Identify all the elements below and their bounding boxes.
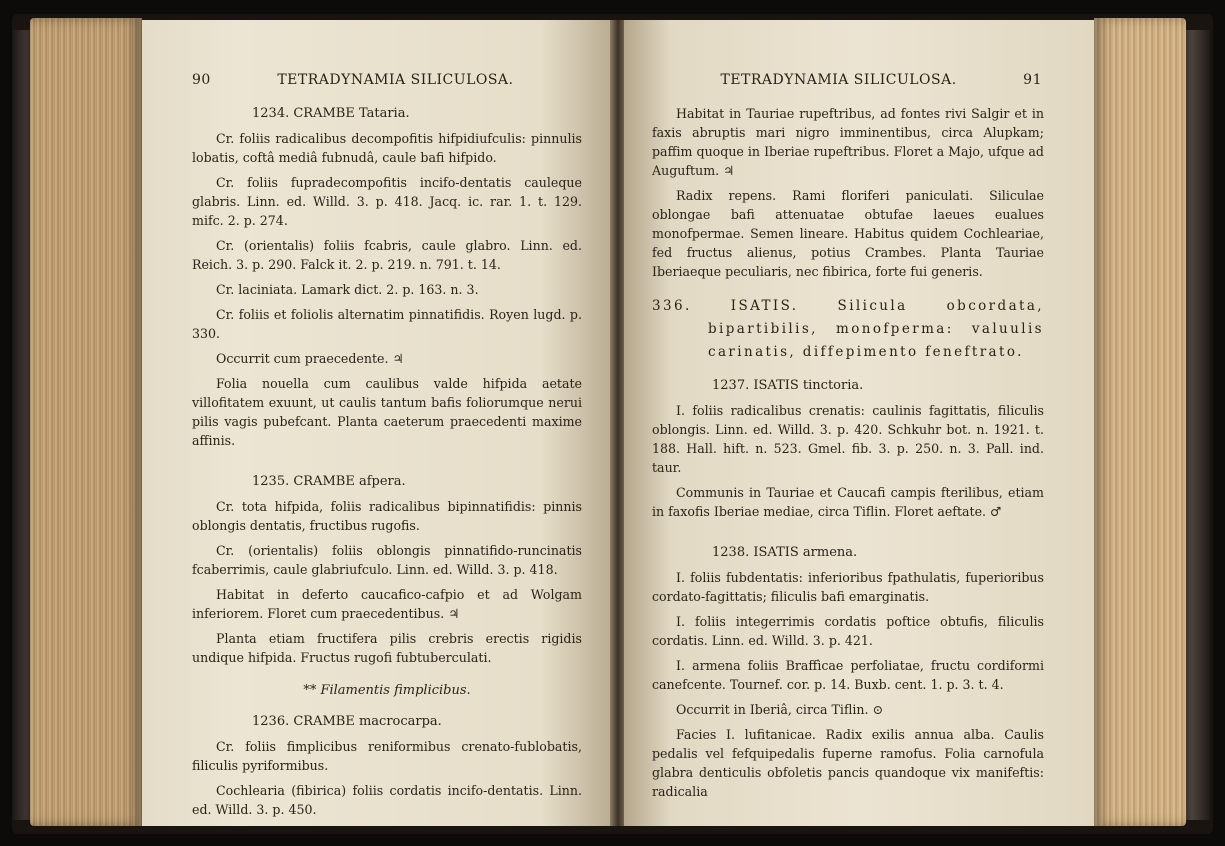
paragraph: Cr. tota hifpida, foliis radicalibus bipinnatifidis: pinnis oblongis dentatis, fructibus rugofis. [192, 499, 582, 533]
running-title: TETRADYNAMIA SILICULOSA. [720, 72, 957, 88]
entry-title: 1238. ISATIS armena. [712, 545, 858, 560]
page-number: 91 [1023, 72, 1042, 88]
paragraph: Cr. laciniata. Lamark dict. 2. p. 163. n. 3. [216, 282, 479, 297]
paragraph: Communis in Tauriae et Caucafi campis fterilibus, etiam in faxofis Iberiae mediae, circa Tiflin. Floret aeftate. ♂ [652, 485, 1044, 519]
paragraph: Occurrit cum praecedente. ♃ [216, 351, 404, 366]
right-page-content [652, 104, 1044, 807]
entry-title: 1234. CRAMBE Tataria. [252, 106, 410, 121]
genus-heading: 336. ISATIS. Silicula obcordata, bipartibilis, monofperma: valuulis carinatis, diffepimento feneftrato. [652, 298, 1044, 360]
paragraph: Habitat in Tauriae rupeftribus, ad fontes rivi Salgir et in faxis abruptis mari nigro imminentibus, circa Alupkam; paffim quoque in Iberiae rupeftribus. Floret a Majo, ufque ad Auguftum. ♃ [652, 106, 1044, 178]
right-page [624, 20, 1094, 826]
paragraph: I. foliis integerrimis cordatis pofticе obtufis, filiculis cordatis. Linn. ed. Willd. 3. p. 421. [652, 614, 1044, 648]
left-page-edges [30, 18, 142, 826]
spacer [652, 527, 1044, 543]
paragraph: Habitat in deferto caucafico-cafpio et ad Wolgam inferiorem. Floret cum praecedentibus. ♃ [192, 587, 582, 621]
paragraph: Folia nouella cum caulibus valde hifpida aetate villofitatem exuunt, ut caulis tantum bafis foliorumque nerui pilis vagis pubefcant. Planta caeterum praecedenti maxime affinis. [192, 376, 582, 448]
paragraph: Cr. (orientalis) foliis oblongis pinnatifido-runcinatis fcaberrimis, caule glabriufculo. Linn. ed. Willd. 3. p. 418. [192, 543, 582, 577]
right-page-edges [1094, 18, 1186, 826]
paragraph: Facies I. lufitanicae. Radix exilis annua alba. Caulis pedalis vel fefquipedalis fuperne ramofus. Folia carnofula glabra denticulis obfoletis pancis quandoque vix manifeftis: radicalia [652, 727, 1044, 799]
paragraph: Planta etiam fructifera pilis crebris erectis rigidis undique hifpida. Fructus rugofi fubtuberculati. [192, 631, 582, 665]
paragraph: I. armena foliis Braffìcae perfoliatae, fructu cordiformi canefcente. Tournef. cor. p. 14. Buxb. cent. 1. p. 3. t. 4. [652, 658, 1044, 692]
paragraph: Cr. foliis et foliolis alternatim pinnatifidis. Royen lugd. p. 330. [192, 307, 582, 341]
paragraph: Radix repens. Rami floriferi paniculati. Siliculae oblongae bafi attenuatae obtufae laeues eualues monofpermae. Semen lineare. Habitus quidem Cochleariae, fed fructus alienus, potius Crambes. Planta Tauriae Iberiaeque peculiaris, nec fibirica, forte fui generis. [652, 188, 1044, 279]
paragraph: Cr. foliis fupradecompofitis incifo-dentatis cauleque glabris. Linn. ed. Willd. 3. p. 418. Jacq. ic. rar. 1. t. 129. mifc. 2. p. 274. [192, 175, 582, 228]
left-page [142, 20, 612, 826]
left-page-content [192, 104, 582, 825]
spacer [192, 456, 582, 472]
running-title: TETRADYNAMIA SILICULOSA. [277, 72, 514, 88]
paragraph: Cr. foliis radicalibus decompofitis hifpidiufculis: pinnulis lobatis, coftâ mediâ fubnudâ, caule bafi hifpido. [192, 131, 582, 165]
entry-title: 1236. CRAMBE macrocarpa. [252, 714, 442, 729]
paragraph: Cochlearia (fibirica) foliis cordatis incifo-dentatis. Linn. ed. Willd. 3. p. 450. [192, 783, 582, 817]
entry-title: 1237. ISATIS tinctoria. [712, 378, 864, 393]
subsection-title: ** Filamentis fimplicibus. [303, 683, 471, 698]
paragraph: Cr. (orientalis) foliis fcabris, caule glabro. Linn. ed. Reich. 3. p. 290. Falck it. 2. p. 219. n. 791. t. 14. [192, 238, 582, 272]
paragraph: I. foliis radicalibus crenatis: caulinis fagittatis, filiculis oblongis. Linn. ed. Willd. 3. p. 420. Schkuhr bot. n. 1921. t. 188. Hall. hift. n. 523. Gmel. fib. 3. p. 250. n. 3. Pall. ind. taur. [652, 403, 1044, 475]
paragraph: Cr. foliis fimplicibus reniformibus crenato-fublobatis, filiculis pyriformibus. [192, 739, 582, 773]
page-number: 90 [192, 72, 211, 88]
paragraph: I. foliis fubdentatis: inferioribus fpathulatis, fuperioribus cordato-fagittatis; filiculis bafi emarginatis. [652, 570, 1044, 604]
left-page-header [192, 72, 580, 88]
right-page-header [654, 72, 1042, 88]
entry-title: 1235. CRAMBE afpera. [252, 474, 406, 489]
paragraph: Occurrit in Iberiâ, circa Tiflin. ⊙ [676, 702, 884, 717]
